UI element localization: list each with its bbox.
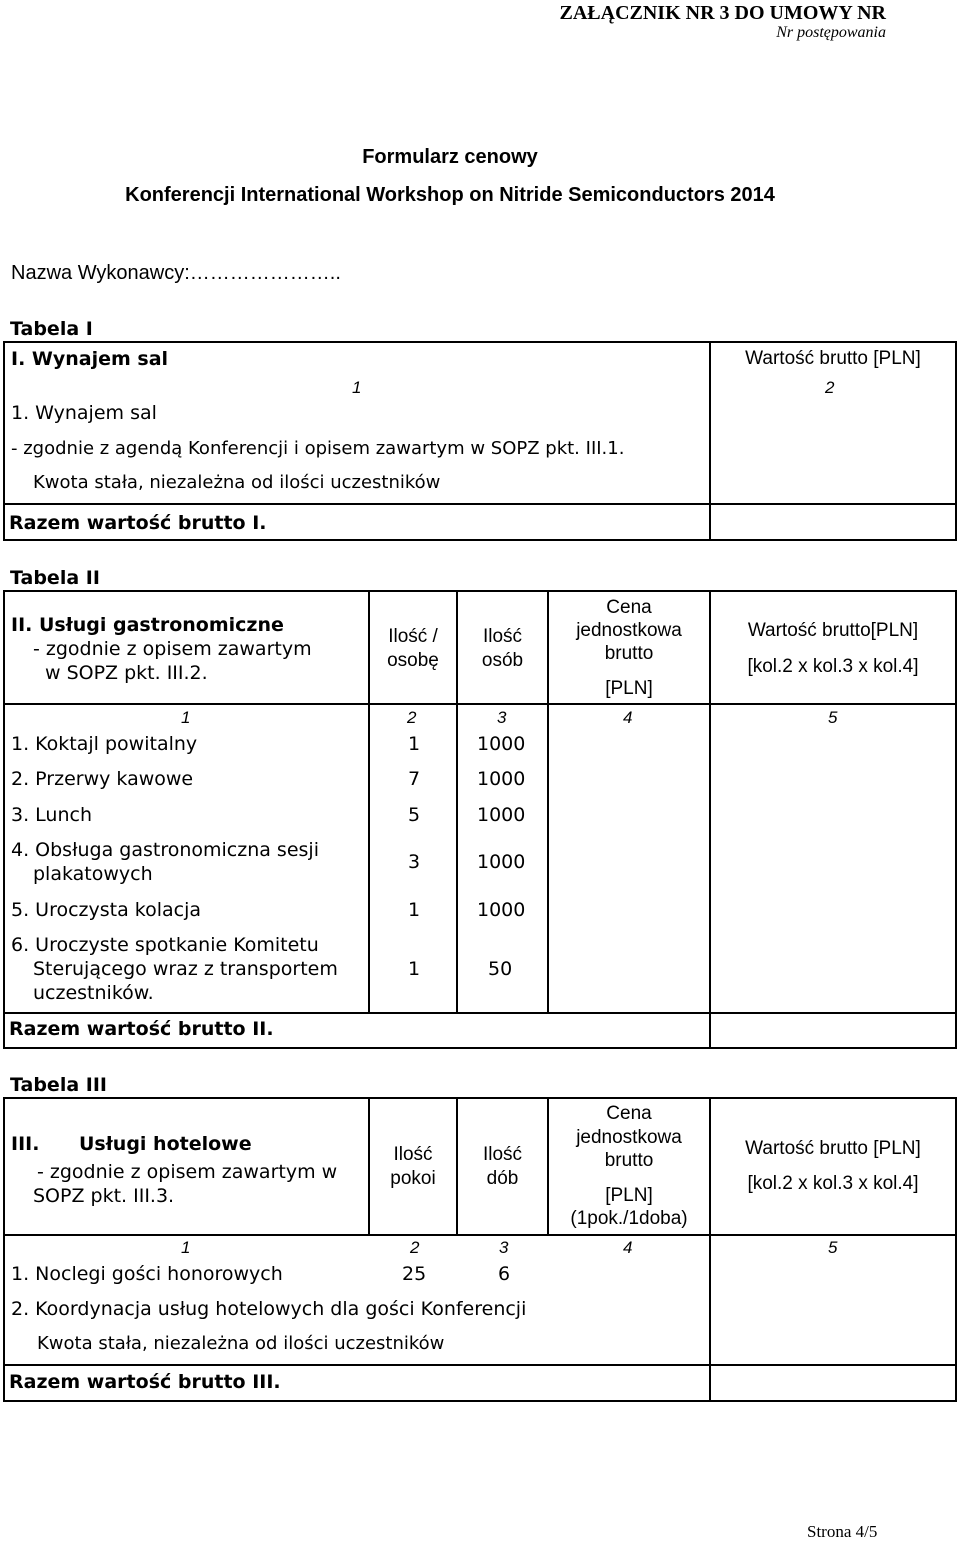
table1-value-header: Wartość brutto [PLN] xyxy=(745,348,921,369)
table2-price-cells[interactable] xyxy=(549,705,709,1010)
header-unit-price: [PLN] xyxy=(605,678,653,699)
table3-row-name: 2. Koordynacja usług hotelowych dla gości Konferencji xyxy=(11,1298,527,1320)
header-unit-price: Cena xyxy=(606,1103,652,1124)
table2-row-name: Sterującego wraz z transportem xyxy=(33,958,338,980)
table2-heading: II. Usługi gastronomiczne xyxy=(11,614,284,636)
table2-row-name: 5. Uroczysta kolacja xyxy=(11,899,202,921)
header-persons: Ilość xyxy=(482,626,523,647)
col-number: 5 xyxy=(828,708,838,727)
table2-row-persons: 1000 xyxy=(477,899,526,921)
header-unit-price: brutto xyxy=(604,1150,654,1171)
table2-row-persons: 1000 xyxy=(477,733,526,755)
table1-total-cell[interactable] xyxy=(711,505,955,539)
header-days: dób xyxy=(486,1168,519,1189)
table3-row-days: 6 xyxy=(498,1263,511,1285)
col-number: 5 xyxy=(828,1238,838,1257)
header-qty-per-person: Ilość / xyxy=(388,626,438,647)
table2-row-qty: 3 xyxy=(408,851,421,873)
table2-row-persons: 1000 xyxy=(477,804,526,826)
col-number: 3 xyxy=(499,1238,509,1257)
form-title: Formularz cenowy xyxy=(362,146,538,168)
header-unit-price: brutto xyxy=(604,643,654,664)
col-number: 2 xyxy=(825,378,835,397)
col-number: 1 xyxy=(181,708,191,727)
table3-row-note: Kwota stała, niezależna od ilości uczestników xyxy=(37,1333,445,1354)
table2-row-persons: 1000 xyxy=(477,851,526,873)
table2-row-name: 6. Uroczyste spotkanie Komitetu xyxy=(11,934,319,956)
header-value: [kol.2 x kol.3 x kol.4] xyxy=(747,656,919,677)
col-number: 3 xyxy=(497,708,507,727)
procedure-number: Nr postępowania xyxy=(776,24,886,41)
header-value: Wartość brutto[PLN] xyxy=(747,620,919,641)
table1-total-label: Razem wartość brutto I. xyxy=(9,512,267,534)
table2-row-name: plakatowych xyxy=(33,863,153,885)
table2-row-name: 2. Przerwy kawowe xyxy=(11,768,194,790)
header-rooms: pokoi xyxy=(390,1168,436,1189)
header-unit-price: [PLN] xyxy=(605,1185,653,1206)
table3-total-cell[interactable] xyxy=(711,1366,955,1399)
table3-heading-number: III. xyxy=(11,1133,40,1155)
header-days: Ilość xyxy=(482,1144,523,1165)
col-number: 1 xyxy=(181,1238,191,1257)
table3-subheading: - zgodnie z opisem zawartym w xyxy=(37,1161,338,1183)
table2-row-persons: 1000 xyxy=(477,768,526,790)
table3-subheading: SOPZ pkt. III.3. xyxy=(33,1185,175,1207)
col-number: 4 xyxy=(623,708,633,727)
table2-subheading: w SOPZ pkt. III.2. xyxy=(45,662,208,684)
header-unit-price: jednostkowa xyxy=(576,1127,682,1148)
table1-value-cell[interactable] xyxy=(711,378,955,503)
table2-row-qty: 1 xyxy=(408,958,421,980)
table2-row-name: uczestników. xyxy=(33,982,154,1004)
table2-total-cell[interactable] xyxy=(711,1014,955,1047)
table3-heading: Usługi hotelowe xyxy=(79,1133,252,1155)
table2-value-cells[interactable] xyxy=(711,705,955,1010)
table2-row-name: 3. Lunch xyxy=(11,804,92,826)
header-value: Wartość brutto [PLN] xyxy=(745,1138,921,1159)
col-number: 2 xyxy=(407,708,417,727)
header-unit-price: Cena xyxy=(606,597,652,618)
header-value: [kol.2 x kol.3 x kol.4] xyxy=(747,1173,919,1194)
attachment-header: ZAŁĄCZNIK NR 3 DO UMOWY NR xyxy=(559,2,886,24)
table2-total-label: Razem wartość brutto II. xyxy=(9,1018,274,1040)
col-number: 4 xyxy=(623,1238,633,1257)
header-unit-price: (1pok./1doba) xyxy=(570,1208,688,1229)
header-unit-price: jednostkowa xyxy=(576,620,682,641)
table3-row-rooms: 25 xyxy=(402,1263,427,1285)
table2-row-name: 1. Koktajl powitalny xyxy=(11,733,198,755)
header-qty-per-person: osobę xyxy=(387,650,439,671)
table2-row-qty: 1 xyxy=(408,899,421,921)
col-number: 2 xyxy=(410,1238,420,1257)
conference-title: Konferencji International Workshop on Nitride Semiconductors 2014 xyxy=(125,184,775,206)
header-rooms: Ilość xyxy=(393,1144,433,1165)
table1-item-desc: - zgodnie z agendą Konferencji i opisem zawartym w SOPZ pkt. III.1. xyxy=(11,438,625,459)
page-number: Strona 4/5 xyxy=(807,1522,878,1541)
table2-row-qty: 7 xyxy=(408,768,421,790)
table1-item-title: 1. Wynajem sal xyxy=(11,402,157,424)
col-number: 1 xyxy=(352,378,362,397)
table3-total-label: Razem wartość brutto III. xyxy=(9,1371,281,1393)
table3-row-name: 1. Noclegi gości honorowych xyxy=(11,1263,283,1285)
table1-item-note: Kwota stała, niezależna od ilości uczestników xyxy=(33,472,441,493)
table2-row-qty: 5 xyxy=(408,804,421,826)
table2-row-persons: 50 xyxy=(488,958,513,980)
table2-caption: Tabela II xyxy=(10,567,100,589)
table1-heading: I. Wynajem sal xyxy=(11,348,169,370)
table1-caption: Tabela I xyxy=(10,318,93,340)
table3-caption: Tabela III xyxy=(10,1074,107,1096)
contractor-name-field[interactable]: Nazwa Wykonawcy:………………….. xyxy=(11,262,341,284)
header-persons: osób xyxy=(481,650,524,671)
table2-row-qty: 1 xyxy=(408,733,421,755)
table2-row-name: 4. Obsługa gastronomiczna sesji xyxy=(11,839,319,861)
table2-subheading: - zgodnie z opisem zawartym xyxy=(33,638,312,660)
table3-value-cells[interactable] xyxy=(711,1236,955,1362)
